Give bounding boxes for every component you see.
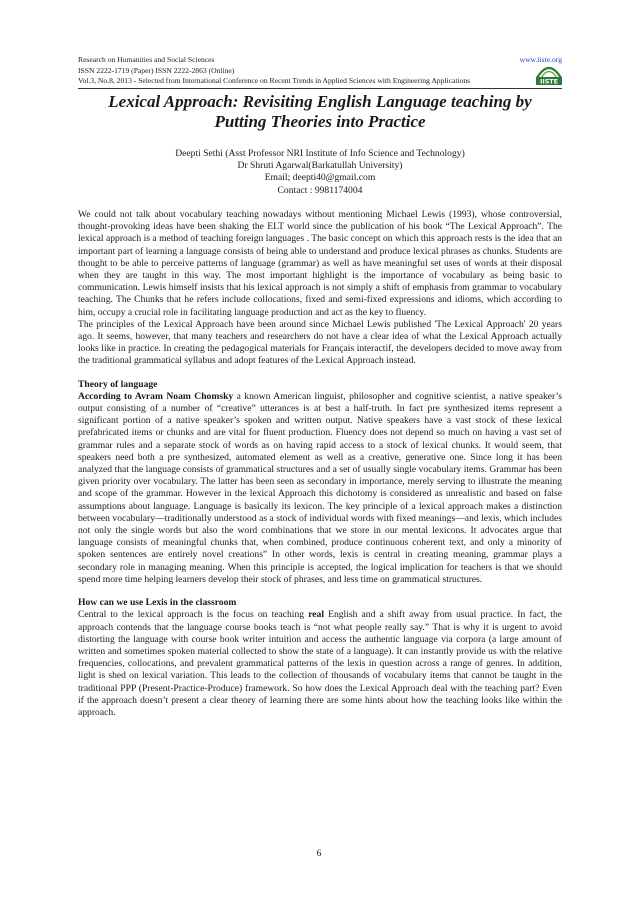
author-email: Email; deepti40@gmail.com [264, 172, 376, 184]
running-header [78, 55, 562, 87]
author-1: Deepti Sethi (Asst Professor NRI Institute of Info Science and Technology) [175, 148, 465, 159]
header-rule [78, 88, 562, 89]
author-contact: Contact : 9981174004 [277, 184, 363, 196]
paragraph-classroom [78, 609, 562, 719]
page-number: 6 [316, 848, 322, 859]
logo-wordmark: IISTE [539, 77, 559, 86]
iiste-logo-icon [534, 56, 564, 86]
title-line-1: Lexical Approach: Revisiting English Language teaching by [108, 92, 532, 111]
chomsky-text: a known American linguist, philosopher and cognitive scientist, a native speaker’s output consisting of a number of “creative” utterances is at best a half-truth. In fact pre synthesized items represent a significant portion of a native speaker’s spoken and written output. Native speakers have a vast stock of these lexical prefabricated items or chunks and are vital for fluent production. Fluency does not depend so much on having a vast set of grammar rules and a separate stock of words as on having rapid access to a stock of lexical chunks. It would seem, that speakers need both a pre synthesized, automated element as well as a creative, generative one. Since long it has been analyzed that the language consists of grammatical structures and a set of usually single vocabulary items. Grammar has been given priority over vocabulary. The latter has been seen as secondary in importance, merely serving to illustrate the meaning and scope of the grammar. However in the lexical Approach this dichotomy is considered as unrealistic and based on false assumptions about language. Language is basically its lexicon. The key principle of a lexical approach makes a distinction between vocabulary—traditionally understood as a stock of individual words with fixed meanings—and lexis, which includes not only the single words but also the word combinations that we store in our mental lexicons. It advocates argue that language consists of meaningful chunks that, when combined, produce continuous coherent text, and only a minority of spoken sentences are entirely novel creations” In other words, lexis is central in creating meaning, grammar plays a secondary role in managing meaning. When this principle is accepted, the logical implication for teachers is that we should spend more time helping learners develop their stock of phrases, and less time on grammatical structures. [78, 390, 562, 585]
paper-title [78, 92, 562, 132]
journal-name: Research on Humanities and Social Sciences [78, 55, 215, 64]
volume-line: Vol.3, No.8, 2013 - Selected from International Conference on Recent Trends in Applied Sciences with Engineering Applications [78, 76, 471, 86]
issn-line: ISSN 2222-1719 (Paper) ISSN 2222-2863 (Online) [78, 65, 235, 75]
classroom-text-b: English and a shift away from usual practice. In fact, the approach contends that the language course books teach is “not what people really say.” That is why it is urgent to avoid distorting the language with course book writer intuition and access the authentic language via corpora (a large amount of written and sometimes spoken material collected to show the state of a language). It can instantly provide us with the relative frequencies, collocations, and prevalent grammatical patterns of the lexis in question across a range of genres. In addition, light is shed on lexical variation. This leads to the collection of thousands of vocabulary items that cannot be taught in the traditional PPP (Present-Practice-Produce) framework. So how does the Lexical Approach deal with the teaching part? Even if the approach doesn’t present a clear theory of learning there are some hints about how the teaching looks like within the approach. [78, 609, 563, 718]
paragraph-principles: The principles of the Lexical Approach have been around since Michael Lewis published 'The Lexical Approach' 20 years ago. It seems, however, that many teachers and researchers do not have a clear idea of what the Lexical Approach actually looks like in practice. In creating the pedagogical materials for Français interactif, the developers decided to move away from the traditional grammatical syllabus and adopt features of the Lexical Approach instead. [78, 318, 562, 367]
author-2: Dr Shruti Agarwal(Barkatullah University) [237, 160, 403, 172]
paragraph-intro: We could not talk about vocabulary teaching nowadays without mentioning Michael Lewis (1993), whose controversial, thought-provoking ideas have been shaking the ELT world since the publication of his book “The Lexical Approach”. The lexical approach is a method of teaching foreign languages . The basic concept on which this approach rests is the idea that an important part of learning a language consists of being able to understand and produce lexical phrases as chunks. Students are thought to be able to perceive patterns of language (grammar) as well as have meaningful set uses of words at their disposal when they are taught in this way. The most important highlight is the importance of vocabulary as being basic to communication. Lewis himself insists that his lexical approach is not simply a shift of emphasis from grammar to vocabulary teaching. The Chunks that he refers include collocations, fixed and semi-fixed expressions and idioms, which according to him, occupy a crucial role in facilitating language production and act as the key to fluency. [78, 209, 562, 318]
author-block [78, 148, 562, 197]
chomsky-lead: According to Avram Noam Chomsky [78, 390, 234, 402]
journal-url-link[interactable]: www.iiste.org [519, 55, 562, 64]
heading-lexis-classroom: How can we use Lexis in the classroom [78, 597, 237, 609]
classroom-bold-real: real [308, 609, 324, 621]
title-line-2: Putting Theories into Practice [214, 112, 426, 131]
paragraph-chomsky [78, 391, 562, 586]
body-text [78, 209, 562, 719]
heading-theory-of-language: Theory of language [78, 378, 158, 390]
classroom-text-a: Central to the lexical approach is the focus on teaching [78, 609, 309, 621]
